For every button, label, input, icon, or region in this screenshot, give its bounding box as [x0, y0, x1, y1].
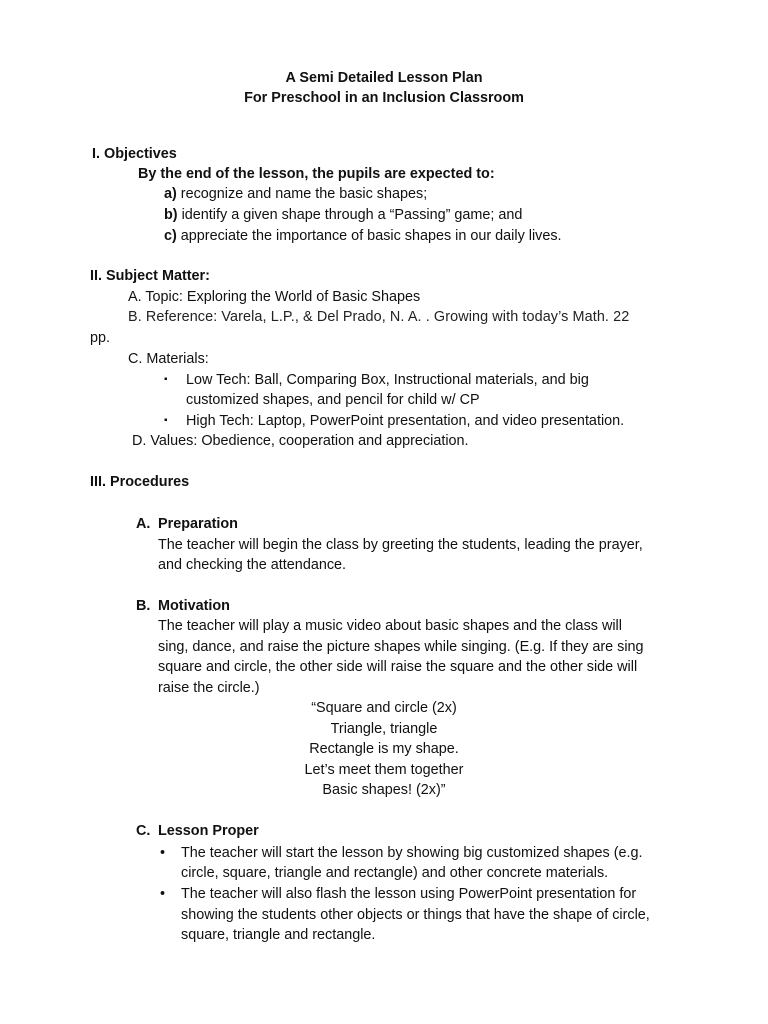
objective-text: identify a given shape through a “Passing” game; and	[181, 207, 523, 223]
lesson-bullet-line: square, triangle and rectangle.	[181, 927, 376, 943]
song-line: Triangle, triangle	[330, 721, 438, 737]
lesson-proper-title: Lesson Proper	[158, 823, 259, 839]
material-high-tech: High Tech: Laptop, PowerPoint presentation, and video presentation.	[186, 413, 625, 429]
preparation-title: Preparation	[158, 516, 238, 532]
objective-marker: a)	[164, 186, 177, 202]
motivation-text-line: The teacher will play a music video about basic shapes and the class will	[158, 618, 622, 634]
song-line: Basic shapes! (2x)”	[322, 782, 446, 798]
subject-reference-continued: pp.	[90, 330, 111, 346]
preparation-text-line: and checking the attendance.	[158, 557, 347, 573]
preparation-text-line: The teacher will begin the class by greeting the students, leading the prayer,	[158, 537, 643, 553]
material-low-tech: Low Tech: Ball, Comparing Box, Instructional materials, and big	[186, 372, 589, 388]
square-bullet-icon: ▪	[164, 374, 168, 385]
lesson-bullet-line: circle, square, triangle and rectangle) and other concrete materials.	[181, 865, 609, 881]
song-line: Rectangle is my shape.	[309, 741, 459, 757]
objective-text: recognize and name the basic shapes;	[180, 186, 428, 202]
preparation-label: A.	[136, 516, 151, 532]
song-line: “Square and circle (2x)	[311, 700, 457, 716]
objectives-intro: By the end of the lesson, the pupils are expected to:	[138, 166, 495, 182]
lesson-bullet-line: showing the students other objects or things that have the shape of circle,	[181, 907, 650, 923]
bullet-icon: •	[160, 886, 166, 902]
lesson-proper-label: C.	[136, 823, 151, 839]
document-title-line-1: A Semi Detailed Lesson Plan	[285, 70, 483, 86]
motivation-label: B.	[136, 598, 151, 614]
subject-topic: A. Topic: Exploring the World of Basic Shapes	[128, 289, 421, 305]
motivation-title: Motivation	[158, 598, 230, 614]
materials-label: C. Materials:	[128, 351, 209, 367]
subject-reference: B. Reference: Varela, L.P., & Del Prado, N. A. . Growing with today’s Math. 22	[128, 309, 630, 325]
objective-marker: c)	[164, 228, 177, 244]
procedures-heading: III. Procedures	[90, 474, 190, 490]
motivation-text-line: sing, dance, and raise the picture shapes while singing. (E.g. If they are sing	[158, 639, 644, 655]
objective-marker: b)	[164, 207, 178, 223]
motivation-text-line: raise the circle.)	[158, 680, 260, 696]
objective-item-c	[164, 226, 562, 247]
subject-values: D. Values: Obedience, cooperation and appreciation.	[132, 433, 469, 449]
material-low-tech-continued: customized shapes, and pencil for child w/ CP	[186, 392, 480, 408]
objective-item-b	[164, 205, 522, 226]
objective-item-a	[164, 184, 427, 205]
subject-matter-heading: II. Subject Matter:	[90, 268, 210, 284]
objectives-heading: I. Objectives	[92, 146, 177, 162]
lesson-bullet-line: The teacher will start the lesson by showing big customized shapes (e.g.	[181, 845, 643, 861]
lesson-bullet-line: The teacher will also flash the lesson using PowerPoint presentation for	[181, 886, 637, 902]
objective-text: appreciate the importance of basic shapes in our daily lives.	[180, 228, 562, 244]
motivation-text-line: square and circle, the other side will raise the square and the other side will	[158, 659, 638, 675]
document-title-line-2: For Preschool in an Inclusion Classroom	[244, 90, 524, 106]
song-line: Let’s meet them together	[304, 762, 464, 778]
square-bullet-icon: ▪	[164, 415, 168, 426]
bullet-icon: •	[160, 845, 166, 861]
